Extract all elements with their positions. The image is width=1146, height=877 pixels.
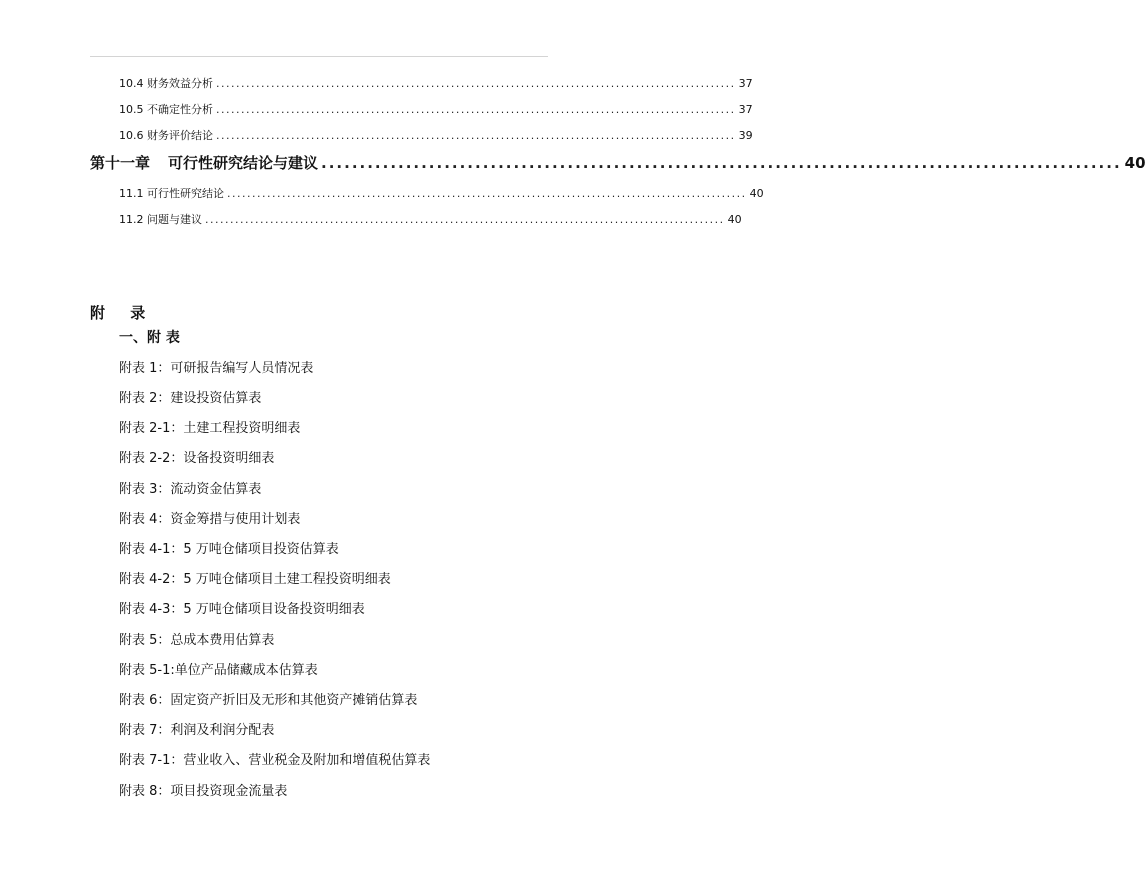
toc-dot-leader: ........................................................................................................: [216, 103, 736, 116]
toc-page-number: 37: [738, 77, 753, 90]
toc-page-number: 40: [727, 213, 742, 226]
toc-dot-leader: ........................................................................................................: [205, 213, 725, 226]
toc-page-number: 37: [738, 103, 753, 116]
toc-entry-title: 11.1 可行性研究结论: [119, 187, 224, 200]
appendix-item: 附表 7：利润及利润分配表: [119, 723, 275, 738]
appendix-item: 附表 6：固定资产折旧及无形和其他资产摊销估算表: [119, 693, 418, 708]
toc-chapter-11[interactable]: [90, 152, 1146, 172]
appendix-item: 附表 4-3：5 万吨仓储项目设备投资明细表: [119, 602, 365, 617]
header-rule: [90, 56, 548, 57]
toc-entry-10-6[interactable]: [119, 127, 753, 143]
toc-entry-10-4[interactable]: [119, 75, 753, 91]
appendix-heading: 附 录: [90, 304, 156, 322]
toc-dot-leader: ........................................................................................................: [216, 77, 736, 90]
toc-chapter-number: 第十一章: [90, 154, 151, 172]
toc-entry-10-5[interactable]: [119, 101, 753, 117]
appendix-item: 附表 2：建设投资估算表: [119, 391, 262, 406]
toc-chapter-title: 可行性研究结论与建议: [168, 154, 319, 172]
appendix-item: 附表 7-1：营业收入、营业税金及附加和增值税估算表: [119, 753, 431, 768]
toc-entry-11-2[interactable]: [119, 211, 742, 227]
appendix-item: 附表 5-1:单位产品储藏成本估算表: [119, 663, 318, 678]
appendix-item: 附表 4-1：5 万吨仓储项目投资估算表: [119, 542, 339, 557]
toc-page-number: 40: [749, 187, 764, 200]
appendix-item: 附表 4：资金筹措与使用计划表: [119, 512, 301, 527]
toc-page-number: 40: [1124, 154, 1146, 172]
appendix-item: 附表 3：流动资金估算表: [119, 482, 262, 497]
appendix-item: 附表 2-1：土建工程投资明细表: [119, 421, 301, 436]
appendix-item: 附表 4-2：5 万吨仓储项目土建工程投资明细表: [119, 572, 391, 587]
appendix-item: 附表 1：可研报告编写人员情况表: [119, 361, 314, 376]
toc-dot-leader: ........................................................................................................: [321, 154, 1122, 172]
toc-entry-11-1[interactable]: [119, 185, 764, 201]
appendix-section-title: 一、附 表: [119, 330, 180, 346]
toc-entry-title: 10.6 财务评价结论: [119, 129, 213, 142]
toc-dot-leader: ........................................................................................................: [216, 129, 736, 142]
appendix-item: 附表 8：项目投资现金流量表: [119, 784, 288, 799]
appendix-item: 附表 2-2：设备投资明细表: [119, 451, 275, 466]
toc-page-number: 39: [738, 129, 753, 142]
toc-entry-title: 10.4 财务效益分析: [119, 77, 213, 90]
toc-dot-leader: ........................................................................................................: [227, 187, 747, 200]
appendix-item: 附表 5：总成本费用估算表: [119, 633, 275, 648]
toc-entry-title: 11.2 问题与建议: [119, 213, 202, 226]
toc-entry-title: 10.5 不确定性分析: [119, 103, 213, 116]
